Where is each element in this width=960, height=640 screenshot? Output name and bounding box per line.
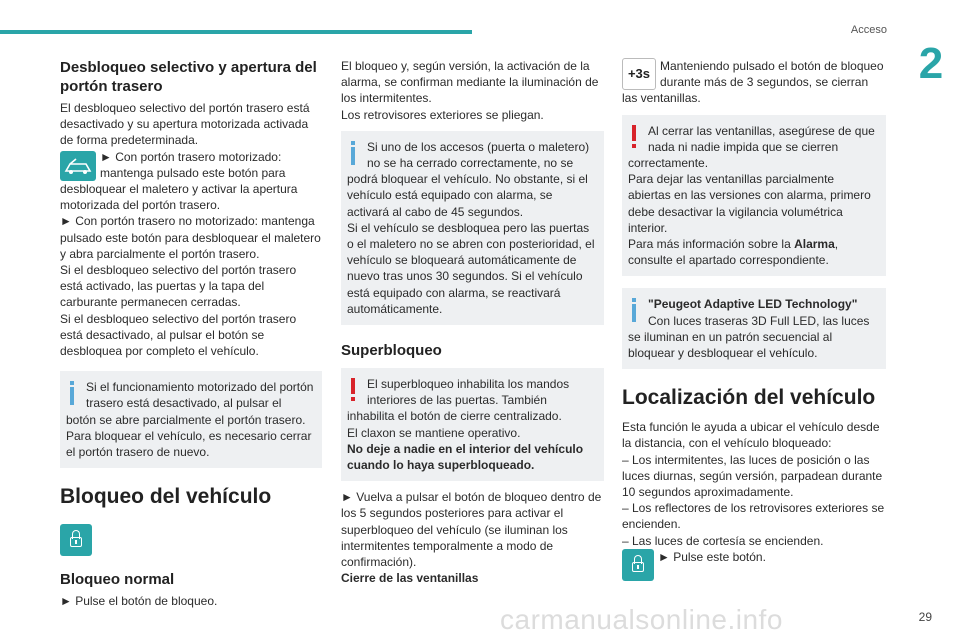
heading-normal-lock: Bloqueo normal [60, 571, 175, 589]
info-note [622, 288, 886, 369]
chapter-number: 2 [918, 39, 944, 88]
page-number: 29 [918, 610, 932, 624]
paragraph: ► Pulse el botón de bloqueo. [60, 594, 218, 609]
column-3 [622, 58, 886, 581]
warning-icon [628, 123, 642, 151]
note-text: El superbloqueo inhabilita los mandos interiores de las puertas. También inhabilita el botón de cierre centralizado. [347, 377, 570, 424]
lock-icon [622, 549, 654, 581]
hold-3s-icon: +3s [622, 58, 656, 90]
list-item: – Las luces de cortesía se encienden. [622, 533, 824, 548]
section-title-locate: Localización del vehículo [622, 386, 876, 410]
note-text: El claxon se mantiene operativo. [347, 425, 521, 440]
note-text: Para bloquear el vehículo, es necesario cerrar el portón trasero de nuevo. [66, 428, 312, 460]
heading-deadlocking: Superbloqueo [341, 342, 442, 360]
section-title-locking: Bloqueo del vehículo [60, 485, 272, 509]
note-text: Para más información sobre la Alarma, consulte el apartado correspondiente. [628, 237, 839, 268]
chapter-tab [902, 40, 960, 88]
subheading-windows: Cierre de las ventanillas [341, 571, 479, 586]
list-item: – Los reflectores de los retrovisores exteriores se encienden. [622, 501, 885, 532]
paragraph: El bloqueo y, según versión, la activación de la alarma, se confirman mediante la iluminación de los intermitentes. [341, 59, 599, 106]
note-title: "Peugeot Adaptive LED Technology" [648, 297, 858, 312]
paragraph: Si el desbloqueo selectivo del portón trasero está activado, las puertas y la tapa del carburante permanecen cerradas. [60, 263, 297, 310]
info-icon [66, 379, 80, 407]
paragraph: ► Vuelva a pulsar el botón de bloqueo dentro de los 5 segundos posteriores para activar el superbloqueo del vehículo (se iluminan los intermitentes temporalmente a modo de confirmación). [341, 490, 602, 570]
column-2 [341, 58, 604, 586]
note-text: Con luces traseras 3D Full LED, las luces se iluminan en un patrón secuencial al bloquear y desbloquear el vehículo. [628, 313, 870, 361]
paragraph: Esta función le ayuda a ubicar el vehículo desde la distancia, con el vehículo bloqueado: [622, 420, 880, 451]
running-header: Acceso [850, 24, 887, 36]
warning-note [622, 115, 886, 277]
note-text: Si el vehículo se desbloquea pero las puertas o el maletero no se abren con posterioridad, el vehículo se bloqueará automáticamente de nuevo tras unos 30 segundos. Si el vehículo está equipado con alarma, se reactivará automáticamente. [347, 220, 595, 316]
note-text: Al cerrar las ventanillas, asegúrese de que nada ni nadie impida que se cierren correctamente. [628, 123, 875, 171]
bullet-non-motorized: ► Con portón trasero no motorizado: mantenga pulsado este botón para desbloquear el maletero y abra parcialmente el portón trasero. [60, 214, 321, 261]
info-icon [628, 296, 642, 324]
warning-icon [347, 376, 361, 404]
note-text: Para dejar las ventanillas parcialmente abiertas en las versiones con alarma, primero debe desactivar la vigilancia volumétrica interior. [628, 172, 871, 235]
paragraph: Manteniendo pulsado el botón de bloqueo durante más de 3 segundos, se cierran las ventanillas. [622, 59, 884, 106]
heading-selective-unlock: Desbloqueo selectivo y apertura del portón trasero [60, 59, 317, 95]
note-text: Si el funcionamiento motorizado del portón trasero está desactivado, al pulsar el botón se abre parcialmente el portón trasero. [66, 380, 314, 427]
tailgate-icon [60, 151, 96, 181]
header-accent-bar [0, 30, 472, 34]
warning-note [341, 368, 604, 481]
info-note [60, 371, 322, 468]
column-1 [60, 58, 322, 609]
paragraph: Los retrovisores exteriores se pliegan. [341, 107, 544, 122]
note-text-bold: No deje a nadie en el interior del vehículo cuando lo haya superbloqueado. [347, 441, 584, 473]
lock-icon [60, 524, 92, 556]
info-icon [347, 139, 361, 167]
alarm-reference: Alarma [794, 237, 835, 252]
info-note [341, 131, 604, 325]
note-text: Si uno de los accesos (puerta o maletero) no se ha cerrado correctamente, no se podrá bloquear el vehículo. No obstante, si el vehículo está equipado con alarma, se activará al cabo de 45 segundos. [347, 139, 590, 219]
list-item: ► Pulse este botón. [658, 549, 766, 564]
watermark: carmanualsonline.info [500, 604, 783, 635]
bullet-motorized: ► Con portón trasero motorizado: mantenga pulsado este botón para desbloquear el maletero y activar la apertura motorizada del portón trasero. [60, 149, 298, 213]
list-item: – Los intermitentes, las luces de posición o las luces diurnas, según versión, parpadean durante 10 segundos aproximadamente. [622, 452, 883, 500]
paragraph: El desbloqueo selectivo del portón trasero está desactivado y su apertura motorizada activada de forma predeterminada. [60, 101, 310, 148]
paragraph: Si el desbloqueo selectivo del portón trasero está desactivado, al pulsar el botón se desbloquea por completo el vehículo. [60, 311, 297, 359]
